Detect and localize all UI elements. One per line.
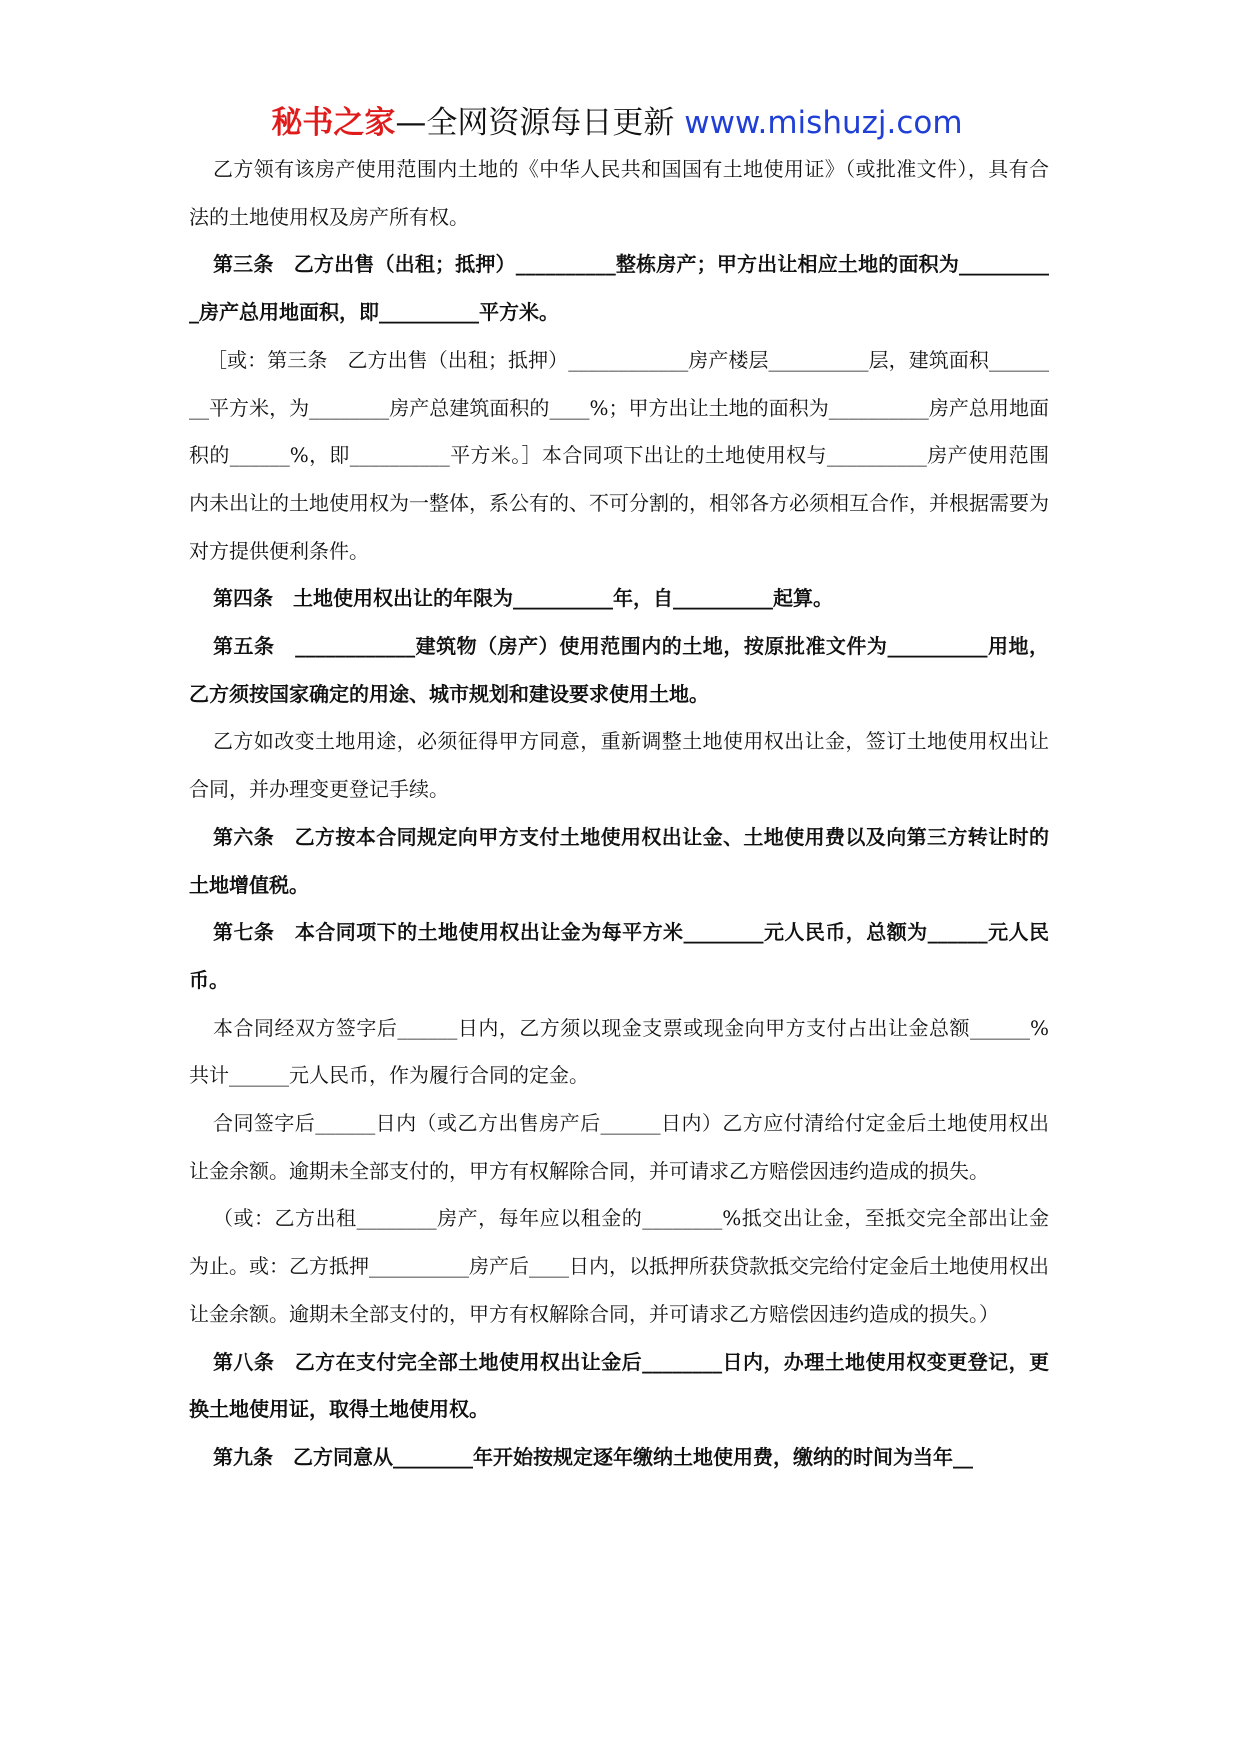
paragraph-deposit: 本合同经双方签字后______日内，乙方须以现金支票或现金向甲方支付占出让金总额______%共计______元人民币，作为履行合同的定金。 (189, 1015, 1049, 1088)
document-body (189, 146, 1049, 1482)
article-7: 第七条 本合同项下的土地使用权出让金为每平方米________元人民币，总额为______元人民币。 (189, 920, 1049, 992)
site-url: www.mishuzj.com (684, 105, 963, 141)
article-3: 第三条 乙方出售（出租；抵押）__________整栋房产；甲方出让相应土地的面积为__________房产总用地面积，即__________平方米。 (189, 252, 1049, 325)
paragraph-balance-payment: 合同签字后______日内（或乙方出售房产后______日内）乙方应付清给付定金后土地使用权出让金余额。逾期未全部支付的，甲方有权解除合同，并可请求乙方赔偿因违约造成的损失。 (189, 1111, 1049, 1183)
article-4: 第四条 土地使用权出让的年限为__________年，自__________起算。 (213, 586, 833, 611)
paragraph-land-certificate: 乙方领有该房产使用范围内土地的《中华人民共和国国有土地使用证》（或批准文件），具有合法的土地使用权及房产所有权。 (189, 157, 1049, 229)
paragraph-land-use-change: 乙方如改变土地用途，必须征得甲方同意，重新调整土地使用权出让金，签订土地使用权出让合同，并办理变更登记手续。 (189, 729, 1049, 802)
article-5: 第五条 ____________建筑物（房产）使用范围内的土地，按原批准文件为__________用地，乙方须按国家确定的用途、城市规划和建设要求使用土地。 (189, 634, 1049, 706)
site-brand: 秘书之家 (271, 105, 396, 141)
site-header (0, 103, 1234, 143)
paragraph-lease-mortgage-alternative: （或：乙方出租________房产，每年应以租金的________%抵交出让金，至抵交完全部出让金为止。或：乙方抵押__________房产后____日内，以抵押所获贷款抵交完给付定金后土地使用权出让金余额。逾期未全部支付的，甲方有权解除合同，并可请求乙方赔偿因违约造成的损失。） (189, 1206, 1049, 1326)
article-8: 第八条 乙方在支付完全部土地使用权出让金后________日内，办理土地使用权变更登记，更换土地使用证，取得土地使用权。 (189, 1349, 1049, 1422)
article-9: 第九条 乙方同意从________年开始按规定逐年缴纳土地使用费，缴纳的时间为当年__ (213, 1444, 973, 1469)
site-tagline: —全网资源每日更新 (395, 105, 685, 141)
article-6: 第六条 乙方按本合同规定向甲方支付土地使用权出让金、土地使用费以及向第三方转让时的土地增值税。 (189, 824, 1049, 897)
article-3-alternative: ［或：第三条 乙方出售（出租；抵押）____________房产楼层__________层，建筑面积________平方米，为________房产总建筑面积的____%；甲方出让土地的面积为__________房产总用地面积的______%，即__________平方米。］本合同项下出让的土地使用权与__________房产使用范围内未出让的土地使用权为一整体，系公有的、不可分割的，相邻各方必须相互合作，并根据需要为对方提供便利条件。 (189, 347, 1049, 563)
